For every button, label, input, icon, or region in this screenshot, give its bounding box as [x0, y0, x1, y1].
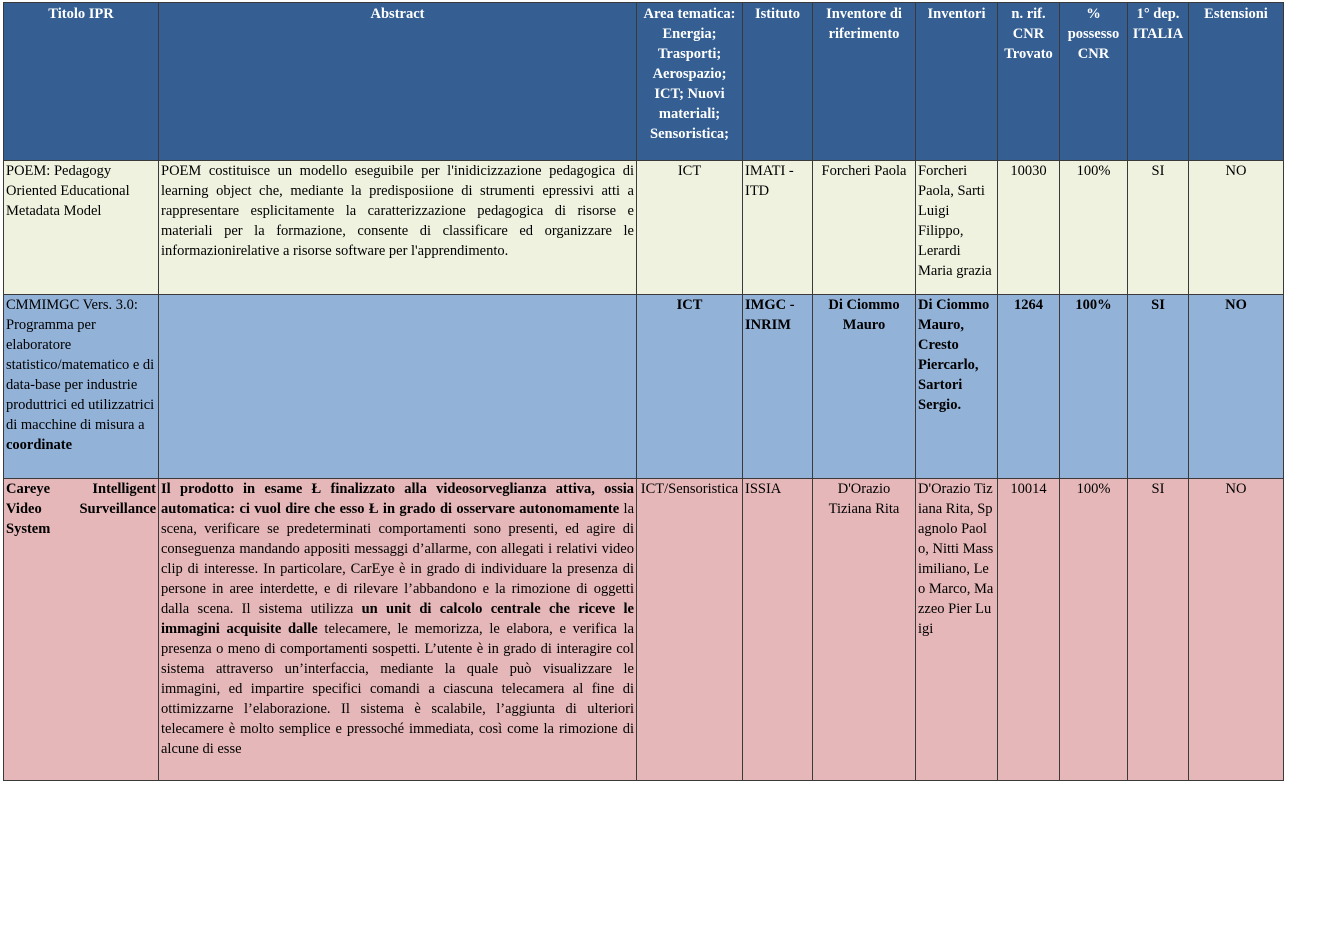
header-inventore-rif: Inventore di riferimento	[813, 3, 916, 161]
header-possesso: % possesso CNR	[1060, 3, 1128, 161]
cell-abstract	[159, 479, 637, 781]
cell-area: ICT/Sensoristica	[637, 479, 743, 781]
table-row	[4, 479, 1284, 781]
cell-titolo	[4, 295, 159, 479]
cell-titolo: Careye Intelligent Video Surveillance System	[4, 479, 159, 781]
cell-titolo-bold: coordinate	[6, 437, 73, 453]
cell-inventori-text: Forcheri Paola, Sarti Luigi Filippo, Lerardi Maria grazia	[918, 163, 992, 279]
header-titolo: Titolo IPR	[4, 3, 159, 161]
cell-istituto: ISSIA	[743, 479, 813, 781]
cell-dep: SI	[1128, 161, 1189, 295]
ipr-table	[3, 2, 1284, 781]
cell-possesso: 100%	[1060, 295, 1128, 479]
cell-istituto: IMATI - ITD	[743, 161, 813, 295]
cell-nrif: 1264	[998, 295, 1060, 479]
cell-area: ICT	[637, 295, 743, 479]
cell-titolo: POEM: Pedagogy Oriented Educational Metadata Model	[4, 161, 159, 295]
cell-dep: SI	[1128, 479, 1189, 781]
cell-estensioni: NO	[1189, 295, 1284, 479]
cell-inventore-rif: Forcheri Paola	[813, 161, 916, 295]
cell-titolo-text: CMMIMGC Vers. 3.0: Programma per elaboratore statistico/matematico e di data-base per industrie produttrici ed utilizzatrici di macchine di misura a	[6, 297, 155, 433]
header-nrif: n. rif. CNR Trovato	[998, 3, 1060, 161]
header-dep: 1° dep. ITALIA	[1128, 3, 1189, 161]
cell-estensioni: NO	[1189, 161, 1284, 295]
header-row	[4, 3, 1284, 161]
cell-inventore-rif: Di Ciommo Mauro	[813, 295, 916, 479]
abstract-bold-2: un unit di calcolo centrale che riceve le immagini acquisite dalle	[161, 601, 634, 637]
header-abstract: Abstract	[159, 3, 637, 161]
abstract-bold-1: Il prodotto in esame Ł finalizzato alla videosorveglianza attiva, ossia automatica: ci vuol dire che esso Ł in grado di osservare autonomamente	[161, 481, 634, 517]
header-estensioni: Estensioni	[1189, 3, 1284, 161]
cell-inventori: Di Ciommo Mauro, Cresto Piercarlo, Sartori Sergio.	[916, 295, 998, 479]
cell-abstract	[159, 295, 637, 479]
cell-inventore-rif: D'Orazio Tiziana Rita	[813, 479, 916, 781]
cell-istituto: IMGC - INRIM	[743, 295, 813, 479]
abstract-text-2: telecamere, le memorizza, le elabora, e verifica la presenza o meno di comportamenti sospetti. L’utente è in grado di interagire col sistema attraverso un’interfaccia, mediante la quale può visualizzare le immagini, ed impartire specifici comandi a ciascuna telecamera al fine di ottimizzarne l’elaborazione. Il sistema è scalabile, l’aggiunta di ulteriori telecamere è molto semplice e pressoché immediata, così come la rimozione di alcune di esse	[161, 621, 634, 757]
cell-nrif: 10014	[998, 479, 1060, 781]
cell-estensioni: NO	[1189, 479, 1284, 781]
cell-possesso: 100%	[1060, 479, 1128, 781]
header-area: Area tematica: Energia; Trasporti; Aerospazio; ICT; Nuovi materiali; Sensoristica;	[637, 3, 743, 161]
cell-possesso: 100%	[1060, 161, 1128, 295]
cell-dep: SI	[1128, 295, 1189, 479]
header-istituto: Istituto	[743, 3, 813, 161]
cell-inventori	[916, 161, 998, 295]
abstract-text-1: la scena, verificare se predeterminati comportamenti sono presenti, ed agire di conseguenza mandando appositi messaggi d’allarme, con allegati i relativi video clip di interesse. In particolare, CarEye è in grado di individuare la presenza di persone in aree interdette, e di rilevare l’abbandono e la rimozione di oggetti dalla scena. Il sistema utilizza	[161, 501, 635, 617]
table-row	[4, 295, 1284, 479]
cell-abstract: POEM costituisce un modello eseguibile per l'inidicizzazione pedagogica di learning object che, mediante la predisposiione di strumenti epressivi atti a rappresentare esplicitamente la caratterizzazione pedagogica di risorse e materiali per la formazione, consente di classificare ed organizzare le informazionirelative a risorse software per l'apprendimento.	[159, 161, 637, 295]
cell-inventori: D'Orazio Tiziana Rita, Spagnolo Paolo, Nitti Massimiliano, Leo Marco, Mazzeo Pier Luigi	[916, 479, 998, 781]
cell-nrif: 10030	[998, 161, 1060, 295]
table-row	[4, 161, 1284, 295]
cell-area: ICT	[637, 161, 743, 295]
header-inventori: Inventori	[916, 3, 998, 161]
